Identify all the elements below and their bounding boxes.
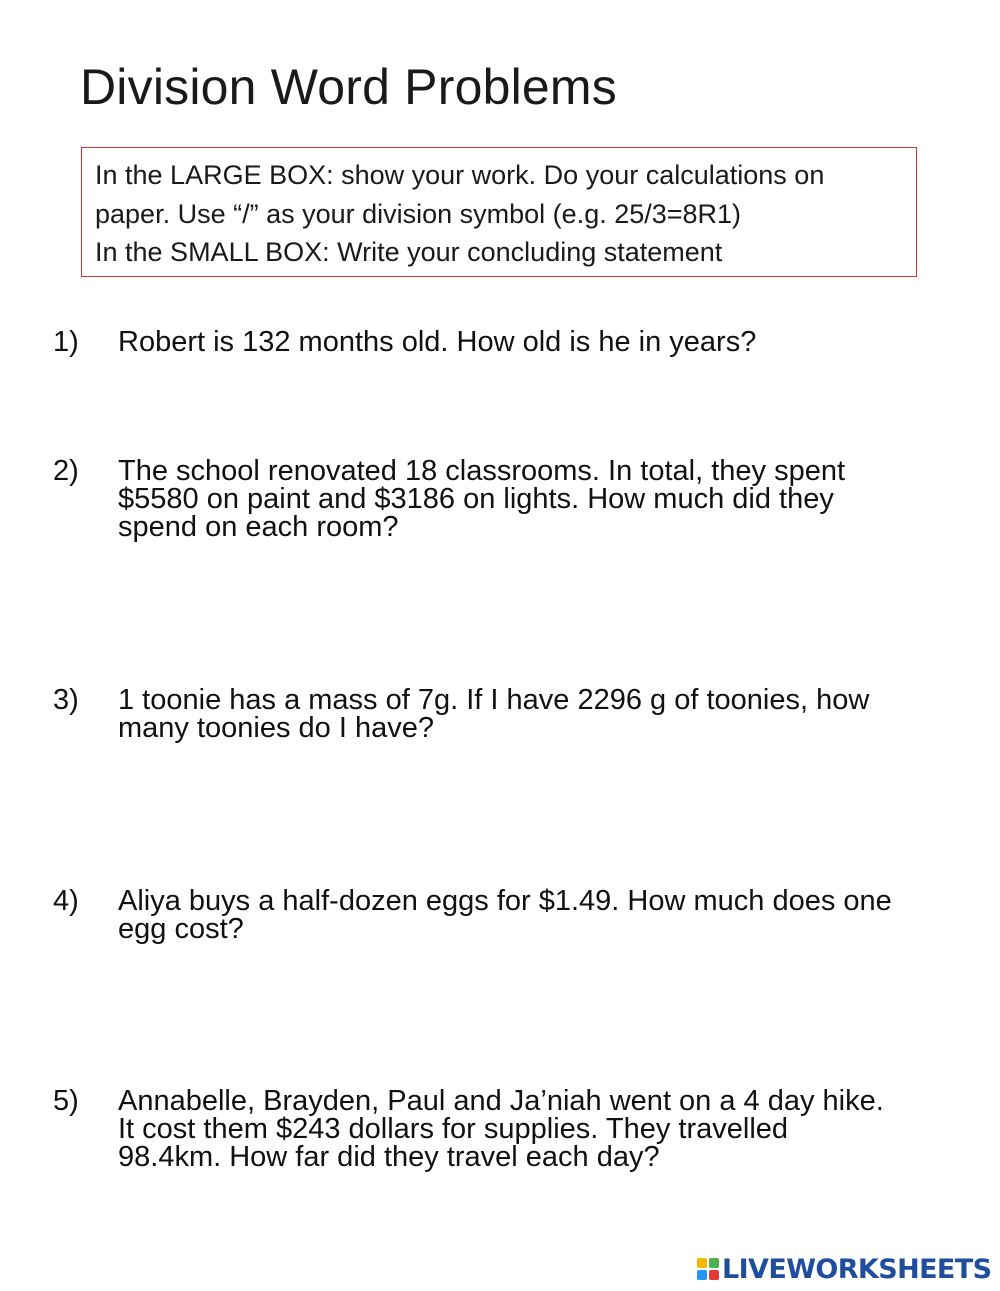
problem-number: 3) (53, 684, 79, 716)
liveworksheets-logo-icon (697, 1258, 719, 1280)
problem-line: 98.4km. How far did they travel each day? (118, 1141, 660, 1173)
problem-line: It cost them $243 dollars for supplies. They travelled (118, 1113, 789, 1145)
problem-number: 2) (53, 455, 79, 487)
problem-number: 4) (53, 885, 79, 917)
logo-tile (709, 1270, 719, 1280)
problem-line: Aliya buys a half-dozen eggs for $1.49. How much does one (118, 885, 892, 917)
problem-line: Robert is 132 months old. How old is he in years? (118, 326, 757, 358)
problem-text (118, 457, 968, 541)
problem-text (118, 887, 968, 943)
logo-tile (697, 1270, 707, 1280)
problem-number: 5) (53, 1085, 79, 1117)
problem-text (118, 328, 968, 356)
logo-tile (697, 1258, 707, 1268)
problem-line: many toonies do I have? (118, 712, 434, 744)
liveworksheets-watermark (697, 1253, 991, 1285)
problem-line: spend on each room? (118, 511, 399, 543)
logo-tile (709, 1258, 719, 1268)
problem-line: $5580 on paint and $3186 on lights. How much did they (118, 483, 834, 515)
instructions-line: paper. Use “/” as your division symbol (e.g. 25/3=8R1) (95, 198, 742, 229)
problem-line: egg cost? (118, 913, 244, 945)
page-title: Division Word Problems (80, 59, 617, 115)
problem-line: Annabelle, Brayden, Paul and Ja’niah went on a 4 day hike. (118, 1085, 884, 1117)
problem-number: 1) (53, 326, 79, 358)
problem-line: The school renovated 18 classrooms. In total, they spent (118, 455, 846, 487)
instructions-line: In the LARGE BOX: show your work. Do your calculations on (95, 160, 825, 190)
problem-text (118, 686, 968, 742)
problem-text (118, 1087, 968, 1171)
instructions-box (81, 147, 917, 277)
watermark-text: LIVEWORKSHEETS (722, 1253, 992, 1285)
instructions-line: In the SMALL BOX: Write your concluding statement (95, 237, 723, 267)
problem-line: 1 toonie has a mass of 7g. If I have 2296 g of toonies, how (118, 684, 870, 716)
